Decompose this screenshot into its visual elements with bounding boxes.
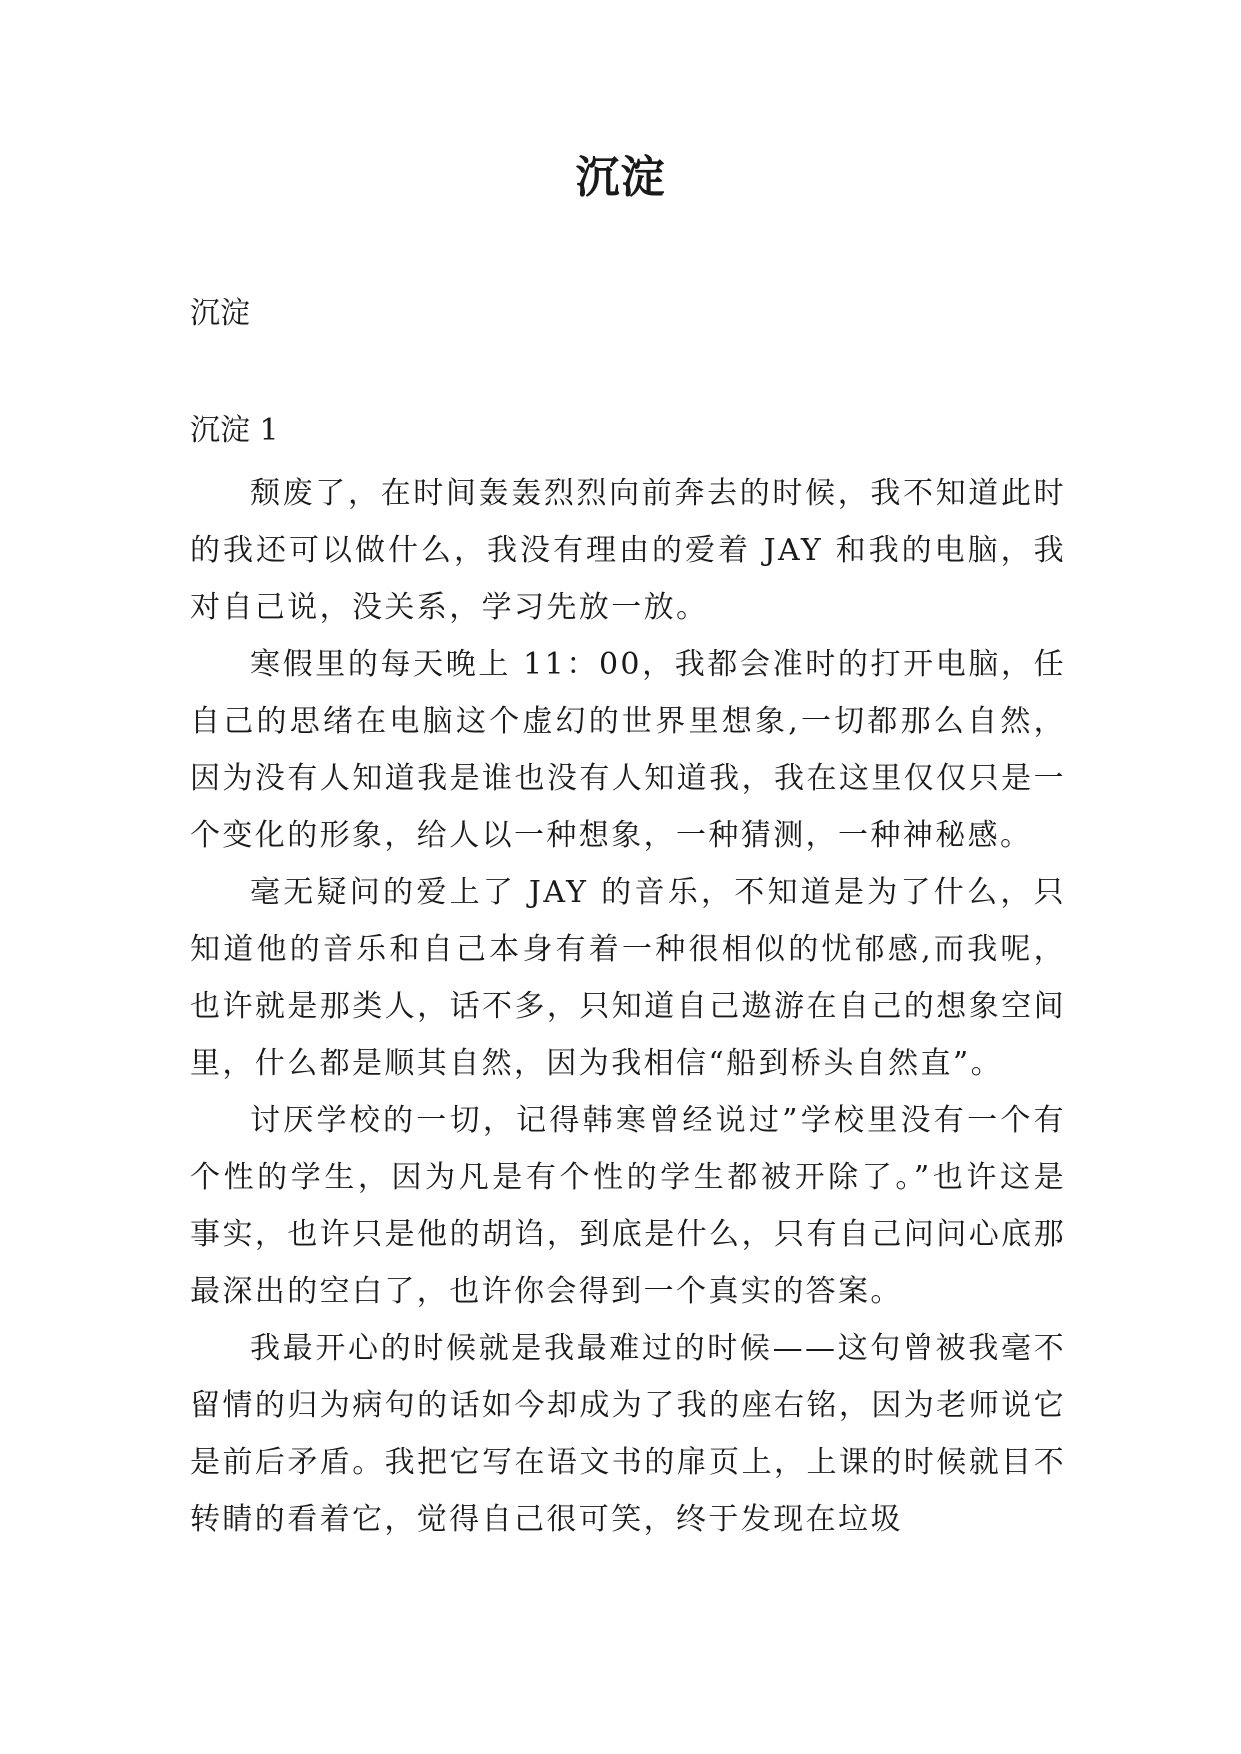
document-subtitle: 沉淀 (190, 296, 250, 331)
paragraph-2: 寒假里的每天晚上 11：00，我都会准时的打开电脑，任自己的思绪在电脑这个虚幻的世界里想象,一切都那么自然，因为没有人知道我是谁也没有人知道我，我在这里仅仅只是一个变化的形象，给人以一种想象，一种猜测，一种神秘感。 (190, 647, 1066, 853)
paragraph-5: 我最开心的时候就是我最难过的时候——这句曾被我毫不留情的归为病句的话如今却成为了我的座右铭，因为老师说它是前后矛盾。我把它写在语文书的扉页上，上课的时候就目不转睛的看着它，觉得自己很可笑，终于发现在垃圾 (190, 1331, 1066, 1537)
paragraph-3: 毫无疑问的爱上了 JAY 的音乐，不知道是为了什么，只知道他的音乐和自己本身有着一种很相似的忧郁感,而我呢，也许就是那类人，话不多，只知道自己遨游在自己的想象空间里，什么都是顺其自然，因为我相信“船到桥头自然直”。 (190, 875, 1066, 1081)
paragraph-4: 讨厌学校的一切，记得韩寒曾经说过”学校里没有一个有个性的学生，因为凡是有个性的学生都被开除了。”也许这是事实，也许只是他的胡诌，到底是什么，只有自己问问心底那最深出的空白了，也许你会得到一个真实的答案。 (190, 1103, 1066, 1309)
section-heading: 沉淀 1 (190, 413, 279, 448)
document-body (190, 465, 1066, 1548)
document-title: 沉淀 (575, 152, 666, 203)
paragraph-1: 颓废了，在时间轰轰烈烈向前奔去的时候，我不知道此时的我还可以做什么，我没有理由的爱着 JAY 和我的电脑，我对自己说，没关系，学习先放一放。 (190, 476, 1066, 625)
